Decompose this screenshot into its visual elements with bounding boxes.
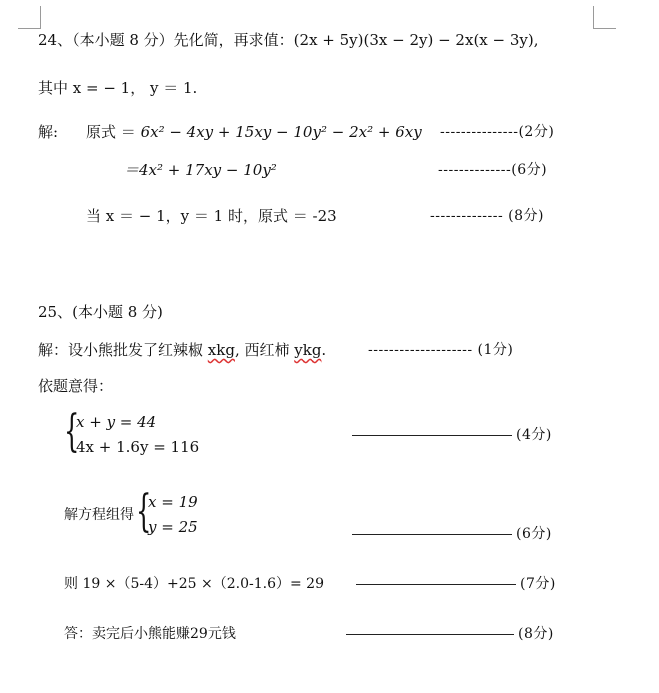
q25-setup-label: 依题意得： <box>38 377 114 395</box>
q25-sol-rule <box>352 534 512 535</box>
q24-step3-score: -------------- (8分) <box>430 208 545 224</box>
q25-system-brace: { <box>64 406 80 457</box>
q25-answer-rule <box>346 634 514 635</box>
q24-step1-expression: 6x² − 4xy + 15xy − 10y² − 2x² + 6xy <box>140 123 422 141</box>
q25-solve-score: -------------------- (1分) <box>368 342 514 358</box>
q24-step3: 当 x ＝ − 1，y ＝ 1 时，原式 ＝ -23 <box>86 207 337 225</box>
q24-expression: (2x + 5y)(3x − 2y) − 2x(x − 3y), <box>293 31 539 49</box>
page-corner-mark-left <box>18 6 41 29</box>
q25-answer: 答：卖完后小熊能赚29元钱 <box>64 626 236 642</box>
q25-var-y: ykg <box>294 341 322 359</box>
q25-solution-x: x = 19 <box>148 493 198 511</box>
q25-eq-rule <box>352 435 512 436</box>
q25-equation-1: x + y = 44 <box>76 413 157 431</box>
q25-solution-label: 解方程组得 <box>64 507 134 523</box>
q25-var-x: xkg <box>207 341 235 359</box>
q25-calc-rule <box>356 584 516 585</box>
q24-prefix: 24、（本小题 8 分）先化简，再求值： <box>38 31 294 49</box>
q25-end-punct: . <box>321 341 327 359</box>
q24-solve-label: 解: <box>38 123 59 141</box>
q24-condition: 其中 x = − 1， y ＝ 1. <box>38 79 198 97</box>
q25-setup-sentence <box>38 340 326 360</box>
q25-heading: 25、(本小题 8 分) <box>38 303 163 321</box>
q25-solve-prefix: 解：设小熊批发了红辣椒 <box>38 341 208 359</box>
q25-calculation: 则 19 ×（5-4）+25 ×（2.0-1.6）= 29 <box>64 576 324 592</box>
q24-step2-score: --------------(6分) <box>438 162 548 178</box>
q24-heading <box>38 30 539 50</box>
page-corner-mark-right <box>593 6 616 29</box>
q25-equation-2: 4x + 1.6y = 116 <box>76 438 200 456</box>
q24-step1-score: ---------------(2分) <box>440 124 555 140</box>
q25-mid-text: , 西红柿 <box>234 341 295 359</box>
q25-calc-score: (7分) <box>520 576 556 592</box>
q25-answer-score: (8分) <box>518 626 554 642</box>
q24-step1 <box>86 122 422 142</box>
q25-eq-score: (4分) <box>516 427 552 443</box>
q25-solution-brace: { <box>136 486 152 537</box>
q24-step2-expression: ＝4x² + 17xy − 10y² <box>124 161 277 179</box>
q25-solution-y: y = 25 <box>148 518 198 536</box>
q25-sol-score: (6分) <box>516 526 552 542</box>
q24-step1-lead: 原式 ＝ <box>86 123 136 141</box>
